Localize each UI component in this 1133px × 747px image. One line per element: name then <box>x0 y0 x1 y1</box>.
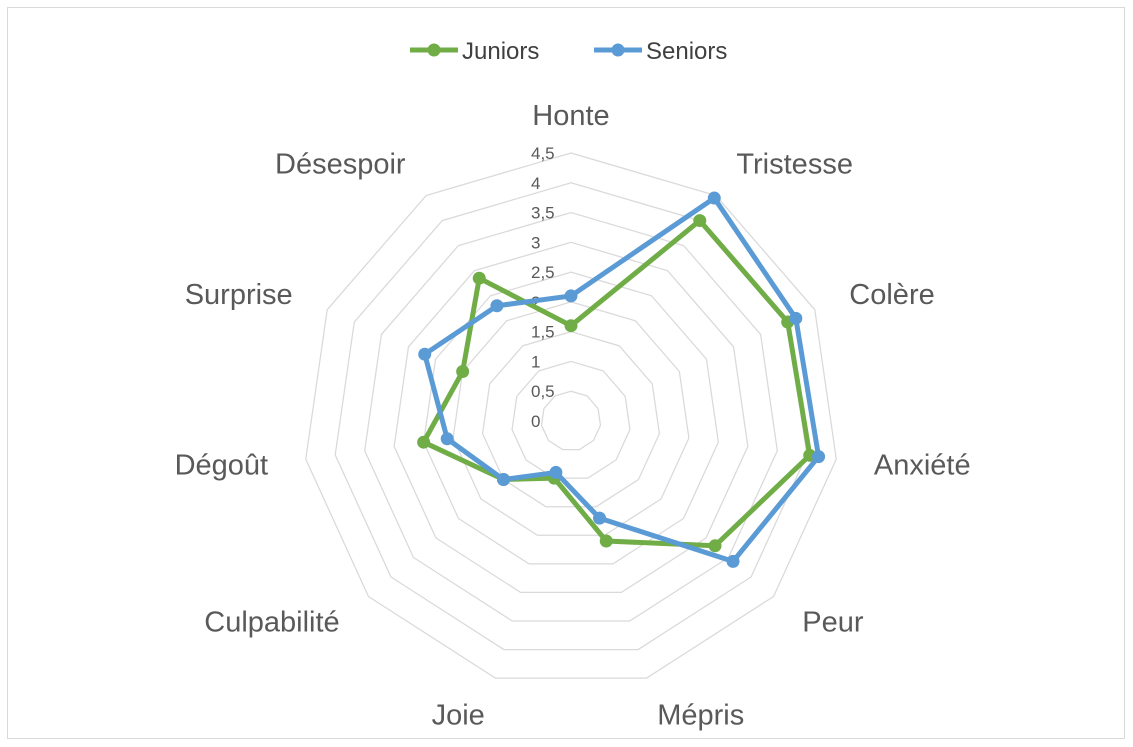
series-line-juniors <box>424 221 810 546</box>
radial-tick-labels <box>531 144 555 431</box>
data-point-juniors-degout[interactable] <box>417 436 430 449</box>
category-label-mepris: Mépris <box>657 699 745 732</box>
legend-item-juniors[interactable] <box>410 38 539 65</box>
data-point-seniors-honte[interactable] <box>565 289 578 302</box>
tick-label: 0 <box>531 412 541 431</box>
category-label-desespoir: Désespoir <box>275 148 406 181</box>
grid-ring-8 <box>335 183 807 650</box>
data-point-seniors-anxiete[interactable] <box>812 450 825 463</box>
legend-label-seniors: Seniors <box>646 38 728 65</box>
tick-label: 0,5 <box>531 382 555 402</box>
data-point-seniors-tristesse[interactable] <box>708 192 721 205</box>
tick-label: 3,5 <box>531 203 555 223</box>
data-point-juniors-mepris[interactable] <box>600 535 613 548</box>
tick-label: 3 <box>531 233 541 253</box>
data-point-seniors-surprise[interactable] <box>418 348 431 361</box>
data-point-seniors-joie[interactable] <box>549 466 562 479</box>
data-point-seniors-mepris[interactable] <box>593 512 606 525</box>
legend <box>410 38 727 65</box>
category-label-degout: Dégoût <box>174 449 269 482</box>
tick-label: 1,5 <box>531 322 555 342</box>
data-point-seniors-culpabilite[interactable] <box>497 473 510 486</box>
category-label-tristesse: Tristesse <box>736 148 853 181</box>
legend-label-juniors: Juniors <box>462 38 540 65</box>
data-point-juniors-desespoir[interactable] <box>473 272 486 285</box>
category-label-culpabilite: Culpabilité <box>204 606 340 639</box>
tick-label: 4,5 <box>531 144 555 163</box>
category-label-surprise: Surprise <box>184 278 293 311</box>
data-point-seniors-colere[interactable] <box>789 312 802 325</box>
data-point-seniors-desespoir[interactable] <box>490 299 503 312</box>
radar-grid <box>306 153 837 678</box>
tick-label: 2,5 <box>531 263 555 283</box>
data-point-juniors-peur[interactable] <box>709 539 722 552</box>
category-label-peur: Peur <box>802 606 864 639</box>
category-label-joie: Joie <box>431 699 485 732</box>
tick-label: 4 <box>531 173 541 193</box>
tick-label: 2 <box>531 292 541 312</box>
data-point-seniors-degout[interactable] <box>441 432 454 445</box>
data-point-juniors-surprise[interactable] <box>456 365 469 378</box>
grid-ring-2 <box>512 361 630 478</box>
data-point-juniors-tristesse[interactable] <box>693 214 706 227</box>
data-point-seniors-peur[interactable] <box>727 555 740 568</box>
grid-ring-5 <box>424 272 719 564</box>
legend-item-seniors[interactable] <box>594 38 727 65</box>
category-label-honte: Honte <box>532 100 610 132</box>
series-line-seniors <box>425 198 819 561</box>
grid-ring-7 <box>365 213 778 621</box>
data-point-juniors-honte[interactable] <box>565 319 578 332</box>
grid-ring-9 <box>306 153 837 678</box>
series-layer <box>417 192 825 568</box>
category-label-colere: Colère <box>849 278 935 311</box>
tick-label: 1 <box>531 352 541 372</box>
category-labels <box>175 100 971 732</box>
series-seniors <box>418 192 825 568</box>
category-label-anxiete: Anxiété <box>873 449 971 482</box>
